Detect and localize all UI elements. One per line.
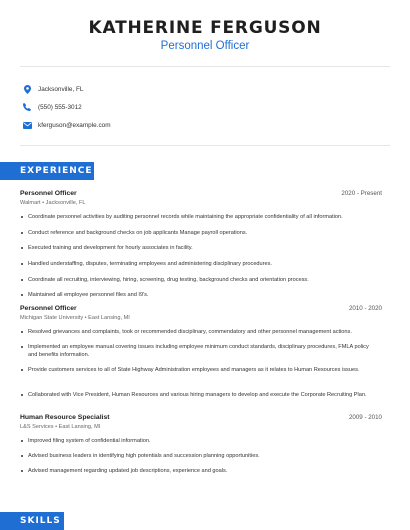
list-item: Resolved grievances and complaints, took or recommended disciplinary, commendatory and other personnel management actions. (20, 328, 376, 336)
candidate-title: Personnel Officer (160, 40, 250, 52)
list-item: Executed training and development for hourly associates in facility. (20, 244, 376, 252)
contact-divider (20, 145, 390, 146)
job-title: Human Resource Specialist (20, 414, 110, 421)
envelope-icon (22, 120, 32, 130)
job-dates: 2009 - 2010 (348, 414, 382, 421)
job-dates: 2010 - 2020 (348, 305, 382, 312)
job-title: Personnel Officer (20, 190, 77, 197)
list-item: Coordinate personnel activities by auditing personnel records while maintaining the appropriate confidentiality of all information. (20, 213, 376, 221)
candidate-name: KATHERINE FERGUSON (88, 18, 322, 38)
job-dates: 2020 - Present (341, 190, 382, 197)
list-item: Maintained all employee personnel files and I9's. (20, 291, 376, 299)
job-company: L&S Services • East Lansing, MI (20, 424, 101, 430)
list-item: Provide customers services to all of State Highway Administration employees and managers as it relates to Human Resources issues. (20, 366, 376, 374)
location-text: Jacksonville, FL (38, 85, 84, 93)
contact-phone (22, 100, 82, 114)
list-item: Improved filing system of confidential information. (20, 437, 376, 445)
job-entry-1 (20, 190, 382, 206)
job-company: Walmart • Jacksonville, FL (20, 200, 86, 206)
email-text: kferguson@example.com (38, 121, 111, 129)
list-item: Handled understaffing, disputes, terminating employees and administering disciplinary procedures. (20, 260, 376, 268)
list-item: Advised business leaders in identifying high potentials and succession planning opportunities. (20, 452, 376, 460)
list-item: Conduct reference and background checks on job applicants Manage payroll operations. (20, 229, 376, 237)
phone-icon (22, 102, 32, 112)
map-pin-icon (22, 84, 32, 94)
job-entry-2 (20, 305, 382, 321)
list-item: Collaborated with Vice President, Human Resources and various hiring managers to develop and execute the Corporate Recruiting Plan. (20, 391, 376, 399)
list-item: Implemented an employee manual covering issues including employee minimum conduct standards, disciplinary procedures, FMLA policy and benefits information. (20, 343, 376, 359)
phone-text: (550) 555-3012 (38, 103, 82, 111)
section-experience: EXPERIENCE (0, 162, 94, 180)
contact-email (22, 118, 111, 132)
header-divider (20, 66, 390, 67)
section-skills: SKILLS (0, 512, 64, 530)
list-item: Advised management regarding updated job descriptions, experience and goals. (20, 467, 376, 475)
job-entry-3 (20, 414, 382, 430)
job-title: Personnel Officer (20, 305, 77, 312)
contact-location (22, 82, 83, 96)
job-company: Michigan State University • East Lansing, MI (20, 315, 130, 321)
list-item: Coordinate all recruiting, interviewing, hiring, screening, drug testing, background checks and orientation process. (20, 276, 376, 284)
